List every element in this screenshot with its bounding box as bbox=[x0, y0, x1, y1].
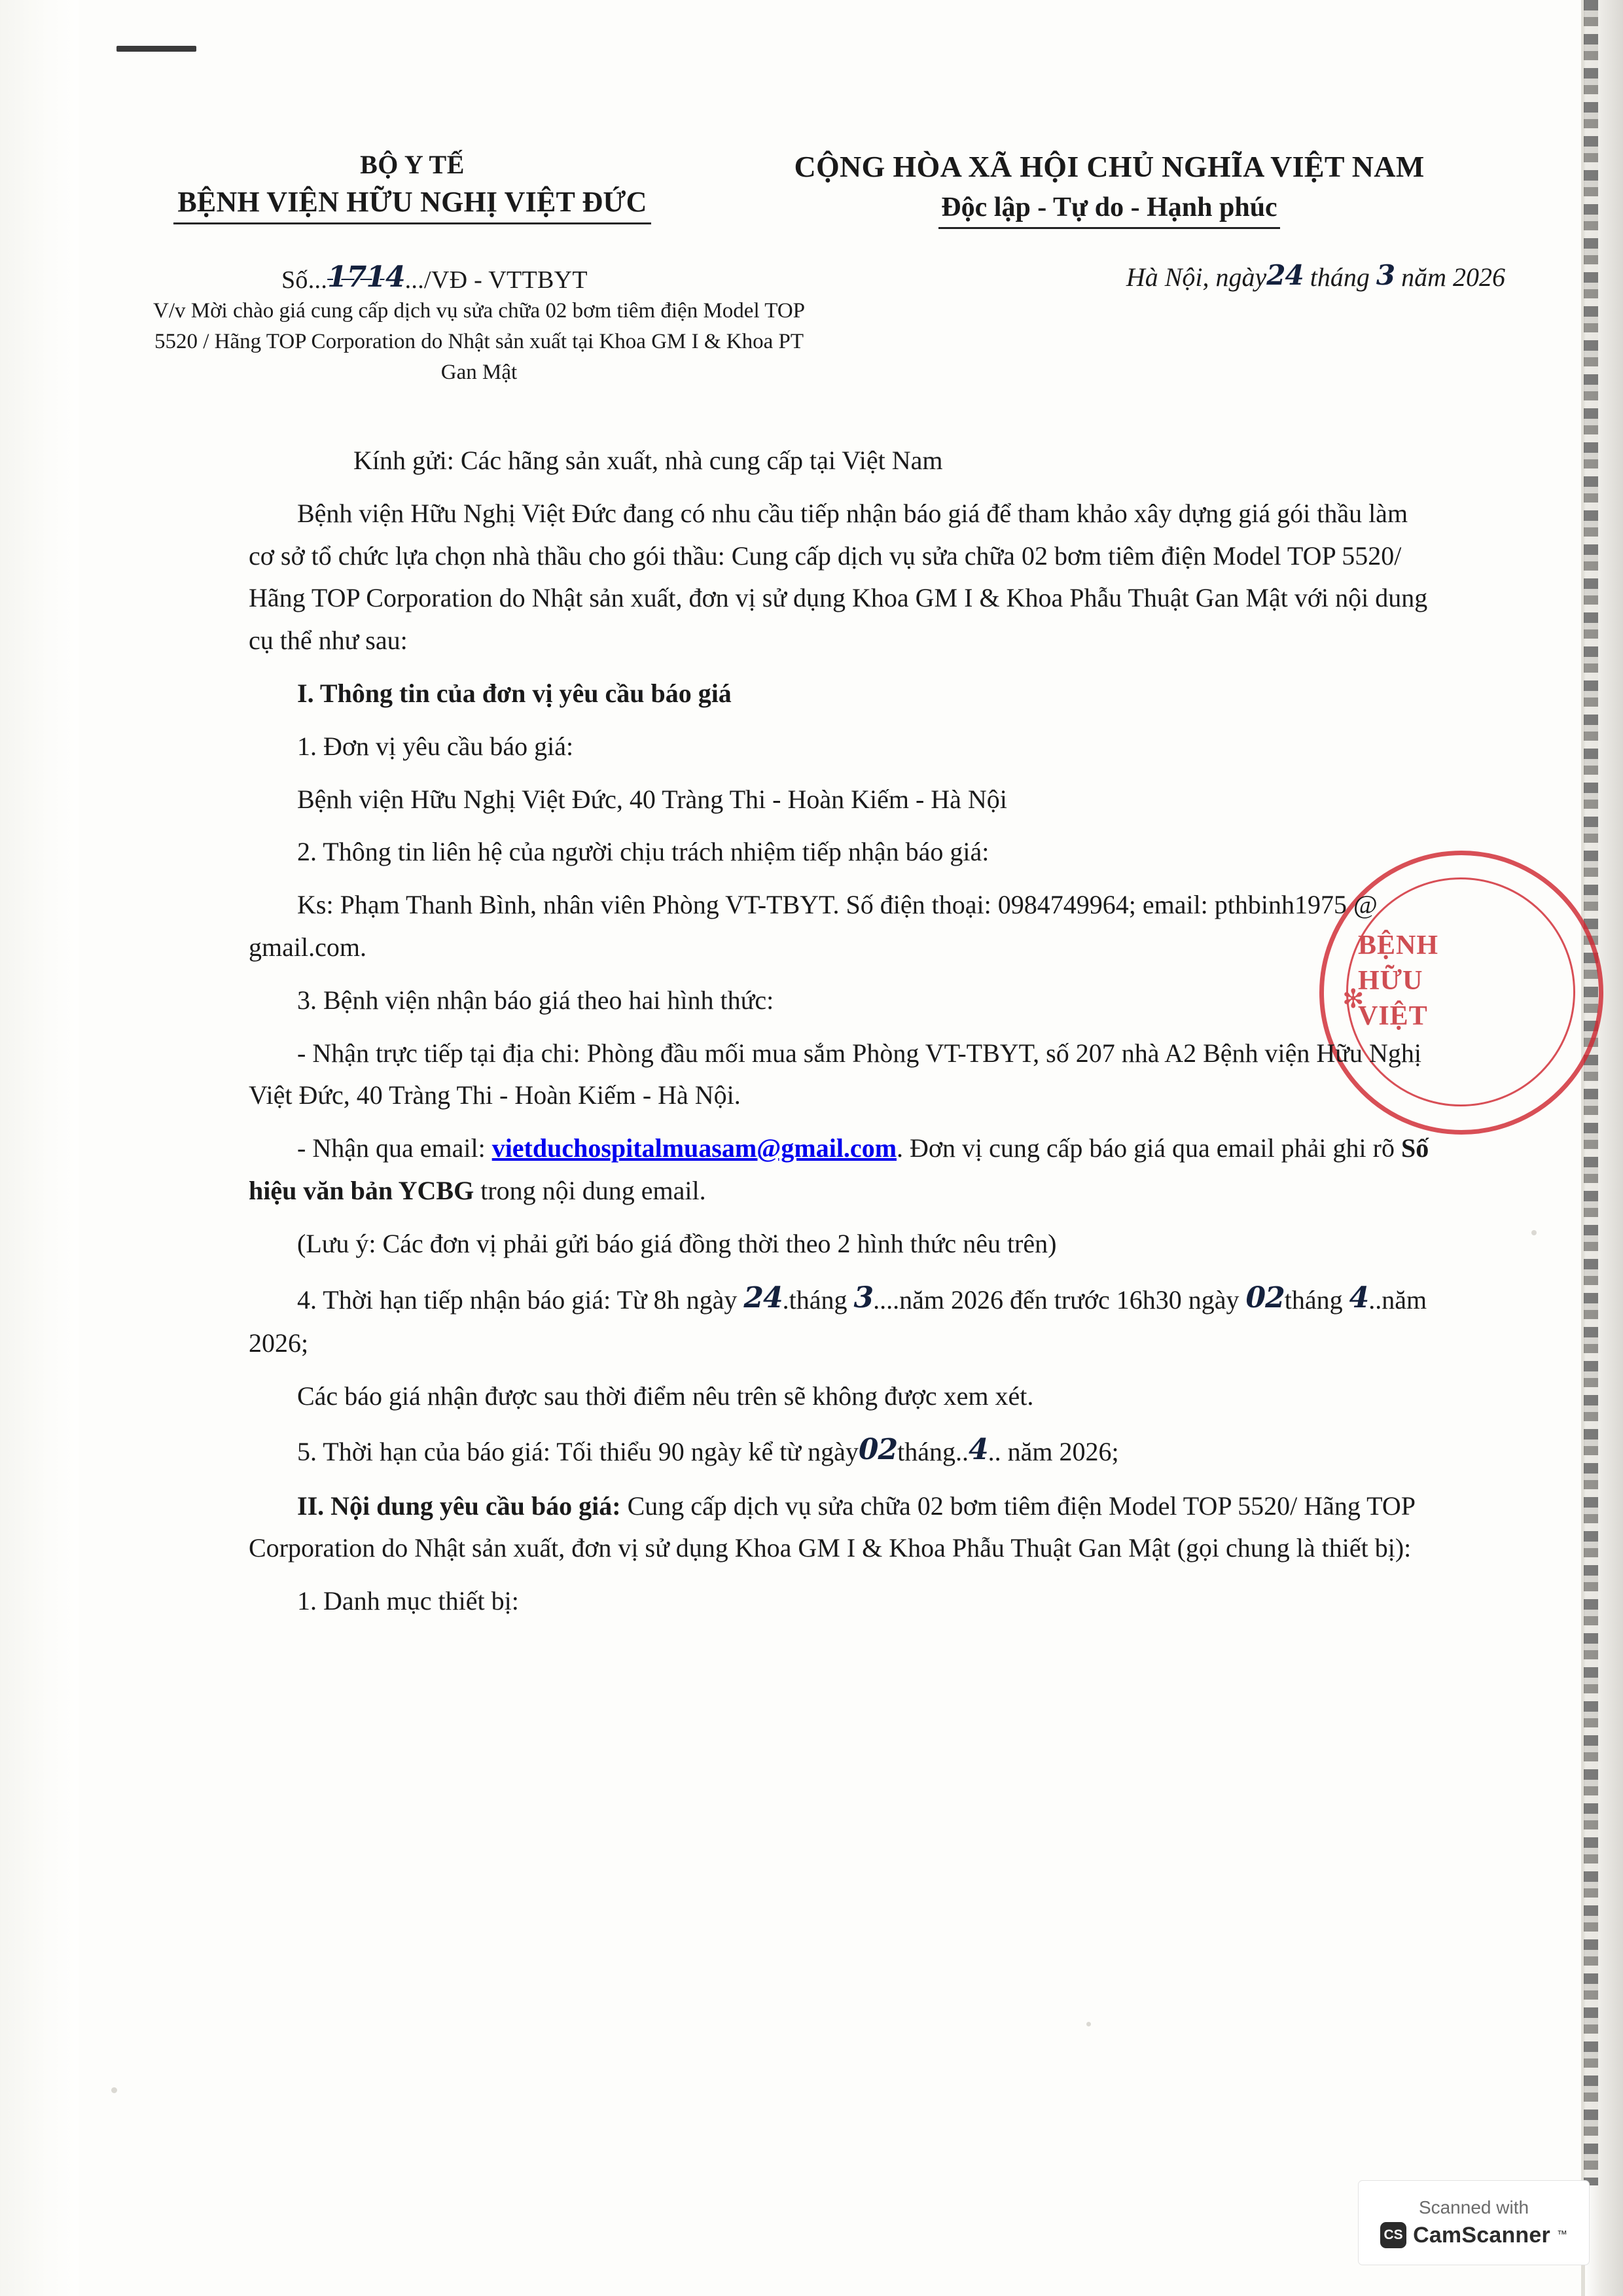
seal-line-3: VIỆT bbox=[1358, 1000, 1428, 1031]
national-heading-block bbox=[753, 149, 1558, 229]
item-5-dots-2: .. năm 2026; bbox=[988, 1437, 1119, 1467]
issue-day-handwritten: 24 bbox=[1266, 259, 1304, 291]
item-5-month: 4 bbox=[968, 1433, 988, 1467]
item-4-end-day: 02 bbox=[1245, 1280, 1285, 1315]
item-5-day: 02 bbox=[858, 1433, 898, 1467]
contact-email-link[interactable]: vietduchospitalmuasam@gmail.com bbox=[491, 1133, 897, 1163]
item-3-email-post: trong nội dung email. bbox=[474, 1175, 706, 1205]
item-4-dots-3: tháng bbox=[1284, 1284, 1343, 1315]
watermark-brand-row bbox=[1380, 2222, 1567, 2248]
item-1-label: 1. Đơn vị yêu cầu báo giá: bbox=[297, 731, 574, 761]
document-number-dots-1: ... bbox=[308, 266, 328, 294]
document-header bbox=[0, 149, 1558, 229]
section-2-title: II. Nội dung yêu cầu báo giá: bbox=[297, 1491, 621, 1521]
item-3-option-direct: - Nhận trực tiếp tại địa chi: Phòng đầu mối mua sắm Phòng VT-TBYT, số 207 nhà A2 Bệnh viện Hữu Nghị Việt Đức, 40 Tràng Thi - Hoàn Kiếm - Hà Nội. bbox=[249, 1038, 1421, 1110]
document-number-line bbox=[281, 262, 588, 295]
item-4-start-day: 24 bbox=[743, 1280, 783, 1315]
document-number-handwritten: 1714 bbox=[327, 260, 405, 294]
section-2-paragraph bbox=[249, 1485, 1433, 1570]
country-name: CỘNG HÒA XÃ HỘI CHỦ NGHĨA VIỆT NAM bbox=[794, 150, 1425, 183]
item-4-dots-4: ..năm 2026; bbox=[249, 1284, 1427, 1358]
watermark-top-text: Scanned with bbox=[1418, 2197, 1529, 2217]
item-4-end-month: 4 bbox=[1349, 1280, 1369, 1315]
scan-top-marker bbox=[116, 46, 196, 52]
place-date-prefix: Hà Nội, ngày bbox=[1126, 262, 1267, 292]
scan-speck bbox=[111, 2087, 117, 2093]
item-3-email-bold: Số hiệu văn bản YCBG bbox=[249, 1133, 1429, 1205]
item-3-email-prefix: - Nhận qua email: bbox=[297, 1133, 492, 1163]
camscanner-logo-icon: CS bbox=[1380, 2222, 1406, 2248]
scan-binding-strip bbox=[1584, 0, 1598, 2185]
document-number-dots-2: ... bbox=[404, 266, 425, 294]
recipient-line: Kính gửi: Các hãng sản xuất, nhà cung cấp tại Việt Nam bbox=[353, 446, 943, 475]
seal-line-1: BỆNH bbox=[1358, 930, 1439, 961]
seal-line-2: HỮU bbox=[1358, 965, 1423, 996]
item-4-dots-2: ....năm 2026 đến trước 16h30 ngày bbox=[873, 1284, 1240, 1315]
scan-edge-left bbox=[0, 0, 79, 2296]
submission-note: (Lưu ý: Các đơn vị phải gửi báo giá đồng thời theo 2 hình thức nêu trên) bbox=[297, 1228, 1057, 1258]
item-1-value: Bệnh viện Hữu Nghị Việt Đức, 40 Tràng Thi - Hoàn Kiếm - Hà Nội bbox=[297, 784, 1007, 814]
national-motto: Độc lập - Tự do - Hạnh phúc bbox=[938, 192, 1279, 229]
seal-star-icon: ✻ bbox=[1342, 984, 1364, 1014]
item-5-dots-1: tháng.. bbox=[897, 1437, 969, 1467]
watermark-trademark: ™ bbox=[1556, 2229, 1567, 2240]
item-4-deadline bbox=[249, 1276, 1433, 1365]
item-4-start-month: 3 bbox=[853, 1280, 874, 1315]
item-2-value: Ks: Phạm Thanh Bình, nhân viên Phòng VT-TBYT. Số điện thoại: 0984749964; email: pthbinh1975 @ gmail.com. bbox=[249, 890, 1378, 962]
section-2-text: Cung cấp dịch vụ sửa chữa 02 bơm tiêm điện Model TOP 5520/ Hãng TOP Corporation do Nhật sản xuất, đơn vị sử dụng Khoa GM I & Khoa Phẫu Thuật Gan Mật (gọi chung là thiết bị): bbox=[249, 1491, 1415, 1563]
watermark-brand-name: CamScanner bbox=[1413, 2222, 1550, 2248]
issue-year-label: năm 2026 bbox=[1401, 262, 1505, 292]
item-4-dots-1: .tháng bbox=[782, 1284, 847, 1315]
ministry-name: BỘ Y TẾ bbox=[360, 150, 465, 179]
document-body bbox=[249, 440, 1433, 1633]
document-subject: V/v Mời chào giá cung cấp dịch vụ sửa chữa 02 bơm tiêm điện Model TOP 5520 / Hãng TOP Corporation do Nhật sản xuất tại Khoa GM I & Khoa PT Gan Mật bbox=[152, 299, 806, 384]
item-3-email-mid: . Đơn vị cung cấp báo giá qua email phải ghi rõ bbox=[897, 1133, 1401, 1163]
hospital-name: BỆNH VIỆN HỮU NGHỊ VIỆT ĐỨC bbox=[173, 185, 651, 224]
intro-paragraph: Bệnh viện Hữu Nghị Việt Đức đang có nhu cầu tiếp nhận báo giá để tham khảo xây dựng giá gói thầu làm cơ sở tổ chức lựa chọn nhà thầu cho gói thầu: Cung cấp dịch vụ sửa chữa 02 bơm tiêm điện Model TOP 5520/ Hãng TOP Corporation do Nhật sản xuất, đơn vị sử dụng Khoa GM I & Khoa Phẫu Thuật Gan Mật với nội dung cụ thể như sau: bbox=[249, 498, 1428, 656]
document-number-prefix: Số bbox=[281, 266, 308, 294]
scan-speck bbox=[1531, 1230, 1537, 1235]
issue-month-handwritten: 3 bbox=[1376, 259, 1395, 291]
section-1-title: I. Thông tin của đơn vị yêu cầu báo giá bbox=[297, 678, 732, 708]
section-2-item-1: 1. Danh mục thiết bị: bbox=[297, 1586, 519, 1616]
item-3-label: 3. Bệnh viện nhận báo giá theo hai hình thức: bbox=[297, 985, 774, 1015]
item-4-note: Các báo giá nhận được sau thời điểm nêu trên sẽ không được xem xét. bbox=[297, 1381, 1034, 1411]
item-5-prefix: 5. Thời hạn của báo giá: Tối thiểu 90 ngày kể từ ngày bbox=[297, 1437, 859, 1467]
item-5-validity bbox=[249, 1428, 1433, 1474]
document-number-suffix: /VĐ - VTTBYT bbox=[424, 266, 588, 294]
issuing-authority-block bbox=[0, 149, 753, 224]
item-2-label: 2. Thông tin liên hệ của người chịu trách nhiệm tiếp nhận báo giá: bbox=[297, 837, 990, 867]
scan-speck bbox=[1086, 2022, 1091, 2026]
month-label: tháng bbox=[1310, 262, 1370, 292]
item-4-prefix: 4. Thời hạn tiếp nhận báo giá: Từ 8h ngày bbox=[297, 1284, 738, 1315]
camscanner-watermark bbox=[1359, 2181, 1589, 2265]
item-3-option-email bbox=[249, 1127, 1433, 1212]
place-and-date bbox=[1126, 260, 1505, 292]
